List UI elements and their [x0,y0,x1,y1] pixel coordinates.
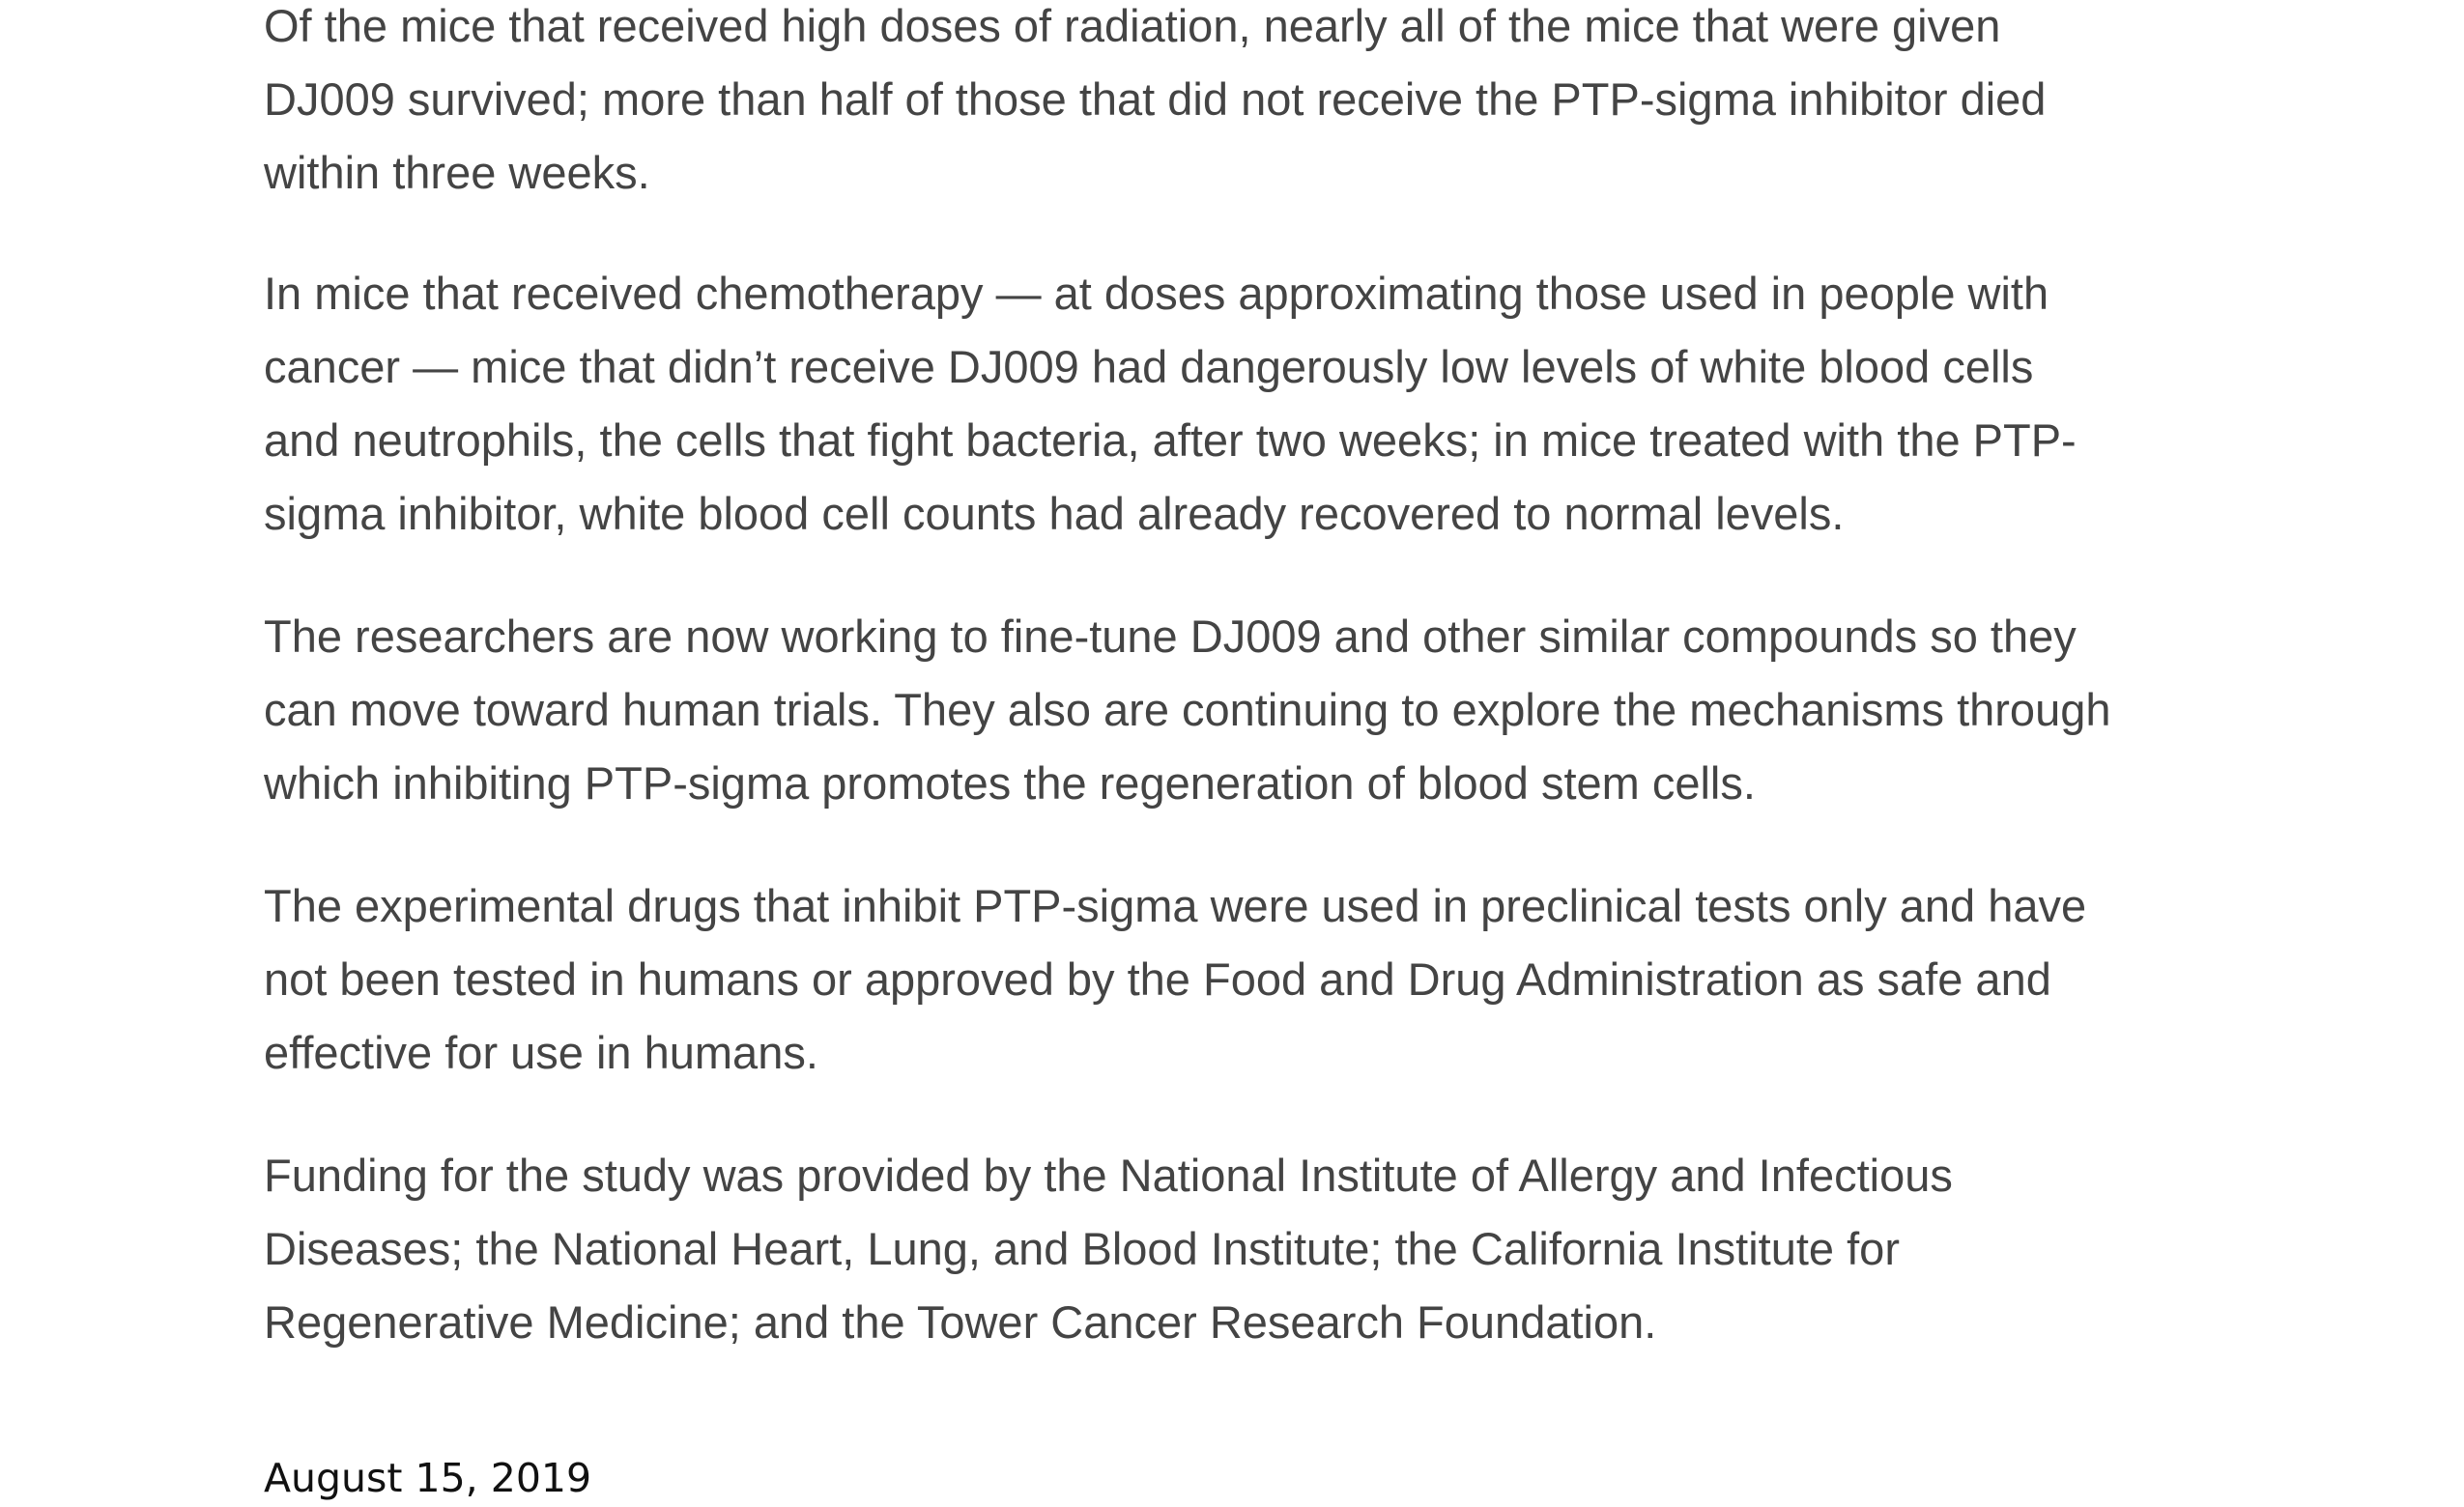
text-line: DJ009 survived; more than half of those that did not receive the PTP-sigma inhibitor died [264,73,2047,125]
text-line: In mice that received chemotherapy — at doses approximating those used in people with [264,268,2049,319]
text-line: effective for use in humans. [264,1027,818,1078]
text-line: within three weeks. [264,147,650,198]
paragraph-next-steps [264,600,2216,820]
text-line: Funding for the study was provided by the National Institute of Allergy and Infectious [264,1150,1953,1201]
text-line: and neutrophils, the cells that fight bacteria, after two weeks; in mice treated with the PTP- [264,414,2077,466]
text-line: The researchers are now working to fine-tune DJ009 and other similar compounds so they [264,611,2077,662]
text-line: not been tested in humans or approved by the Food and Drug Administration as safe and [264,953,2051,1005]
text-line: The experimental drugs that inhibit PTP-sigma were used in preclinical tests only and have [264,880,2087,931]
text-line: sigma inhibitor, white blood cell counts had already recovered to normal levels. [264,488,1845,539]
text-line: cancer — mice that didn’t receive DJ009 had dangerously low levels of white blood cells [264,341,2034,392]
text-line: Of the mice that received high doses of radiation, nearly all of the mice that were given [264,0,2001,51]
paragraph-radiation-results [264,0,2216,210]
paragraph-chemotherapy-results [264,257,2216,551]
paragraph-disclaimer [264,869,2216,1090]
text-line: Regenerative Medicine; and the Tower Cancer Research Foundation. [264,1296,1657,1348]
publication-date: August 15, 2019 [264,1455,592,1501]
text-line: can move toward human trials. They also are continuing to explore the mechanisms through [264,684,2111,735]
text-line: Diseases; the National Heart, Lung, and Blood Institute; the California Institute for [264,1223,1900,1274]
paragraph-funding [264,1139,2216,1359]
text-line: which inhibiting PTP-sigma promotes the regeneration of blood stem cells. [264,757,1756,809]
